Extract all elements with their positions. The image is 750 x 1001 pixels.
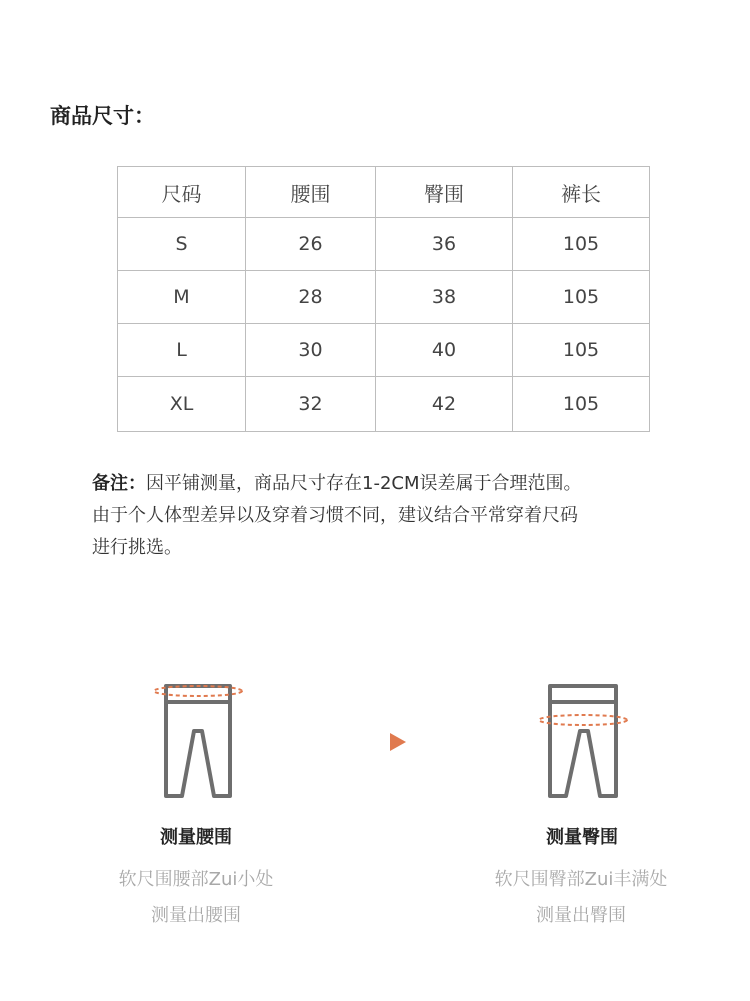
- cell-size: L: [118, 324, 246, 377]
- cell-size: S: [118, 218, 246, 271]
- waist-desc-line-1: 软尺围腰部Zui小处: [118, 869, 274, 890]
- cell-size: M: [118, 271, 246, 324]
- waist-desc-line-2: 测量出腰围: [151, 905, 241, 926]
- table-row: [118, 324, 650, 377]
- hip-desc-line-2: 测量出臀围: [536, 905, 626, 926]
- header-hip: 臀围: [376, 167, 513, 218]
- cell-hip: 36: [376, 218, 513, 271]
- cell-hip: 40: [376, 324, 513, 377]
- play-arrow-icon: [388, 731, 408, 753]
- note-line-1: [92, 468, 682, 500]
- cell-size: XL: [118, 377, 246, 432]
- header-waist: 腰围: [246, 167, 376, 218]
- hip-measure-desc: [451, 862, 711, 934]
- cell-length: 105: [513, 271, 650, 324]
- hip-desc-line-1: 软尺围臀部Zui丰满处: [494, 869, 668, 890]
- waist-measure-desc: [66, 862, 326, 934]
- size-note: [92, 468, 682, 564]
- cell-waist: 32: [246, 377, 376, 432]
- note-line-2: 由于个人体型差异以及穿着习惯不同，建议结合平常穿着尺码: [92, 505, 578, 526]
- header-length: 裤长: [513, 167, 650, 218]
- cell-hip: 42: [376, 377, 513, 432]
- waist-measure-title: 测量腰围: [160, 827, 232, 848]
- cell-waist: 26: [246, 218, 376, 271]
- cell-waist: 28: [246, 271, 376, 324]
- table-row: [118, 377, 650, 432]
- cell-waist: 30: [246, 324, 376, 377]
- table-header-row: [118, 167, 650, 218]
- cell-length: 105: [513, 218, 650, 271]
- pants-hip-measure-icon: [532, 676, 632, 806]
- cell-length: 105: [513, 324, 650, 377]
- size-table: [117, 166, 650, 432]
- header-size: 尺码: [118, 167, 246, 218]
- table-row: [118, 218, 650, 271]
- cell-hip: 38: [376, 271, 513, 324]
- note-line-3: 进行挑选。: [92, 537, 182, 558]
- cell-length: 105: [513, 377, 650, 432]
- note-label: 备注：: [92, 473, 146, 494]
- note-text-1: 因平铺测量，商品尺寸存在1-2CM误差属于合理范围。: [146, 473, 582, 494]
- pants-waist-measure-icon: [146, 676, 246, 806]
- section-title: 商品尺寸：: [50, 104, 155, 128]
- hip-measure-title: 测量臀围: [546, 827, 618, 848]
- table-row: [118, 271, 650, 324]
